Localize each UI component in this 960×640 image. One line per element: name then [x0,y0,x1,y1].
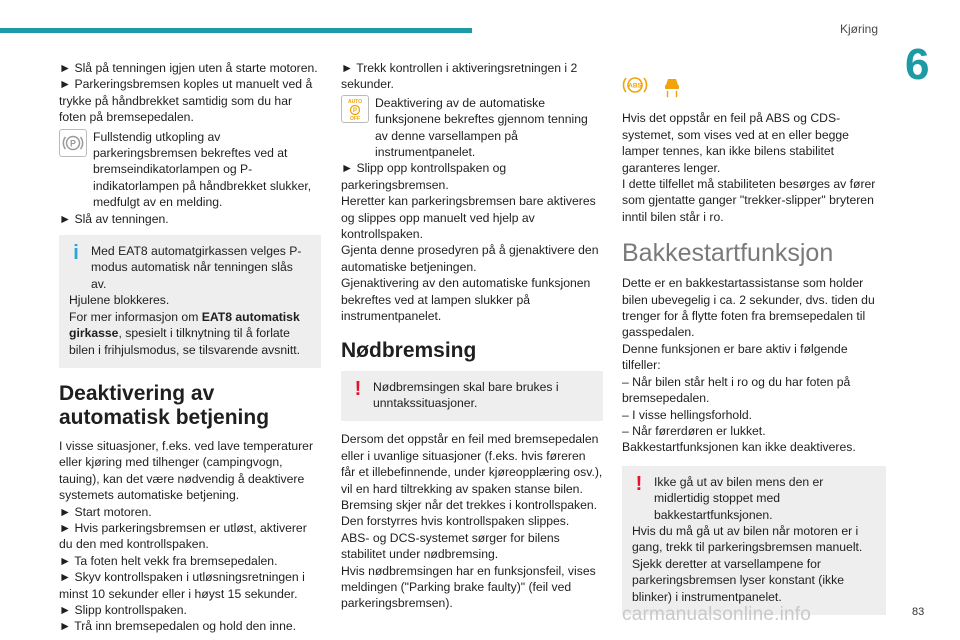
column-3 [622,74,886,625]
parking-brake-icon [59,129,87,157]
abs-icon [622,74,648,102]
paragraph: ► Slå av tenningen. [59,211,169,226]
paragraph: Deaktivering av de automatiske funksjonene bekreftes gjennom tenning av denne varsellampen på instrumentpanelet. [375,95,588,160]
column-2 [341,60,603,612]
watermark: carmanualsonline.info [622,604,812,625]
paragraph: I dette tilfellet må stabiliteten besørges av fører som gjentatte ganger "trekker-slipper" bryteren inntil bilen står i ro. [622,177,876,224]
paragraph: Dersom det oppstår en feil med bremsepedalen eller i uvanlige situasjoner (f.eks. hvis føreren får et illebefinnende, under kjøreopplæring osv.), vil en hard tiltrekking av spaken stanse bilen. [341,432,603,496]
paragraph: Fullstendig utkopling av parkeringsbremsen bekreftes ved at bremseindikatorlampen og P-indikatorlampen på håndbrekket slukker, medfulgt av en melding. [93,129,312,210]
svg-text:OFF: OFF [350,115,360,121]
paragraph: ► Trekk kontrollen i aktiveringsretningen i 2 sekunder. [341,61,578,92]
paragraph: ► Slipp opp kontrollspaken og parkeringsbremsen. [341,161,507,192]
section-title: Kjøring [840,22,879,36]
info-text: For mer informasjon om EAT8 automatisk girkasse, spesielt i tilknytning til å forlate bilen i frihjulsmodus, se tilsvarende avsnitt. [69,309,300,357]
info-box [59,235,321,368]
paragraph: Dette er en bakkestartassistanse som holder bilen ubevegelig i ca. 2 sekunder, dvs. tiden du trenger for å flytte foten fra bremsepedalen til gasspedalen. [622,276,875,340]
icon-paragraph [59,129,321,211]
skid-car-icon [660,74,684,102]
paragraph: Hvis nødbremsingen har en funksjonsfeil, vises meldingen ("Parking brake faulty)" (feil ved parkeringsbremsen). [341,563,596,611]
info-icon: i [73,242,79,265]
paragraph: ► Parkeringsbremsen koples ut manuelt ved å trykke på håndbrekket samtidig som du har foten på bremsepedalen. [59,77,313,125]
paragraph: ► Slå på tenningen igjen uten å starte motoren. [59,61,318,75]
warning-box [622,466,886,615]
list-item: – Når bilen står helt i ro og du har foten på bremsepedalen. [622,374,851,406]
paragraph: Den forstyrres hvis kontrollspaken slippes. [341,514,570,529]
paragraph: Hvis det oppstår en feil på ABS og CDS-systemet, som vises ved at en eller begge lamper tennes, kan ikke bilens stabilitet garanteres lenger. [622,111,849,175]
paragraph: ABS- og DCS-systemet sørger for bilens stabilitet under nødbremsing. [341,530,560,562]
list-item: – I visse hellingsforhold. [622,407,753,422]
list-item: – Når førerdøren er lukket. [622,423,766,438]
info-text: Med EAT8 automatgirkassen velges P-modus automatisk når tenningen slås av. [91,244,302,291]
warning-text: Ikke gå ut av bilen mens den er midlertidig stoppet med bakkestartfunksjonen. [654,474,824,522]
auto-off-icon [341,95,369,123]
warning-text: Hvis du må gå ut av bilen når motoren er i gang, trekk til parkeringsbremsen manuelt. Sjekk deretter at varsellampene for parkeringsbremsen lyser konstant (ikke blinker) i instrumentpanelet. [632,523,863,604]
paragraph: Bakkestartfunksjonen kan ikke deaktiveres. [622,440,856,455]
warning-icon: ! [635,472,643,495]
svg-text:P: P [69,138,77,149]
paragraph: I visse situasjoner, f.eks. ved lave temperaturer eller kjøring med tilhenger (campingvogn, tauing), kan det være nødvendig å deaktivere systemets automatiske betjening. [59,438,314,503]
paragraph: Heretter kan parkeringsbremsen bare aktiveres og slippes opp manuelt ved hjelp av kontrollspaken. [341,194,596,242]
paragraph: ► Slipp kontrollspaken. [59,602,187,617]
svg-text:ABS: ABS [628,82,642,90]
warning-text: Nødbremsingen skal bare brukes i unntakssituasjoner. [373,379,559,410]
paragraph: ► Start motoren. [59,504,152,519]
section-heading: Deaktivering av automatisk betjening [59,381,270,429]
page-number: 83 [912,606,925,618]
section-heading: Nødbremsing [341,338,477,362]
paragraph: Gjenta denne prosedyren på å gjenaktivere den automatiske betjeningen. [341,243,599,274]
paragraph: ► Hvis parkeringsbremsen er utløst, aktiverer du den med kontrollspaken. [59,520,307,552]
paragraph: Gjenaktivering av den automatiske funksjonen bekreftes ved at lampen slukker på instrumentpanelet. [341,276,591,324]
paragraph: ► Skyv kontrollspaken i utløsningsretningen i minst 10 sekunder eller i høyst 15 sekunder. [59,570,305,601]
section-heading: Bakkestartfunksjon [622,239,834,268]
warning-lamps [622,74,886,102]
header-accent-bar [0,28,472,33]
paragraph: Denne funksjonen er bare aktiv i følgende tilfeller: [622,341,848,373]
warning-box [341,371,603,422]
icon-paragraph [341,95,603,161]
paragraph: Bremsing skjer når det trekkes i kontrollspaken. [341,497,598,512]
info-text: Hjulene blokkeres. [69,293,170,308]
svg-text:P: P [352,107,358,114]
svg-text:AUTO: AUTO [347,98,363,105]
paragraph: ► Trå inn bremsepedalen og hold den inne. [59,619,297,634]
paragraph: ► Ta foten helt vekk fra bremsepedalen. [59,553,278,568]
warning-icon: ! [354,377,362,400]
column-1 [59,60,321,635]
chapter-number: 6 [905,40,930,89]
